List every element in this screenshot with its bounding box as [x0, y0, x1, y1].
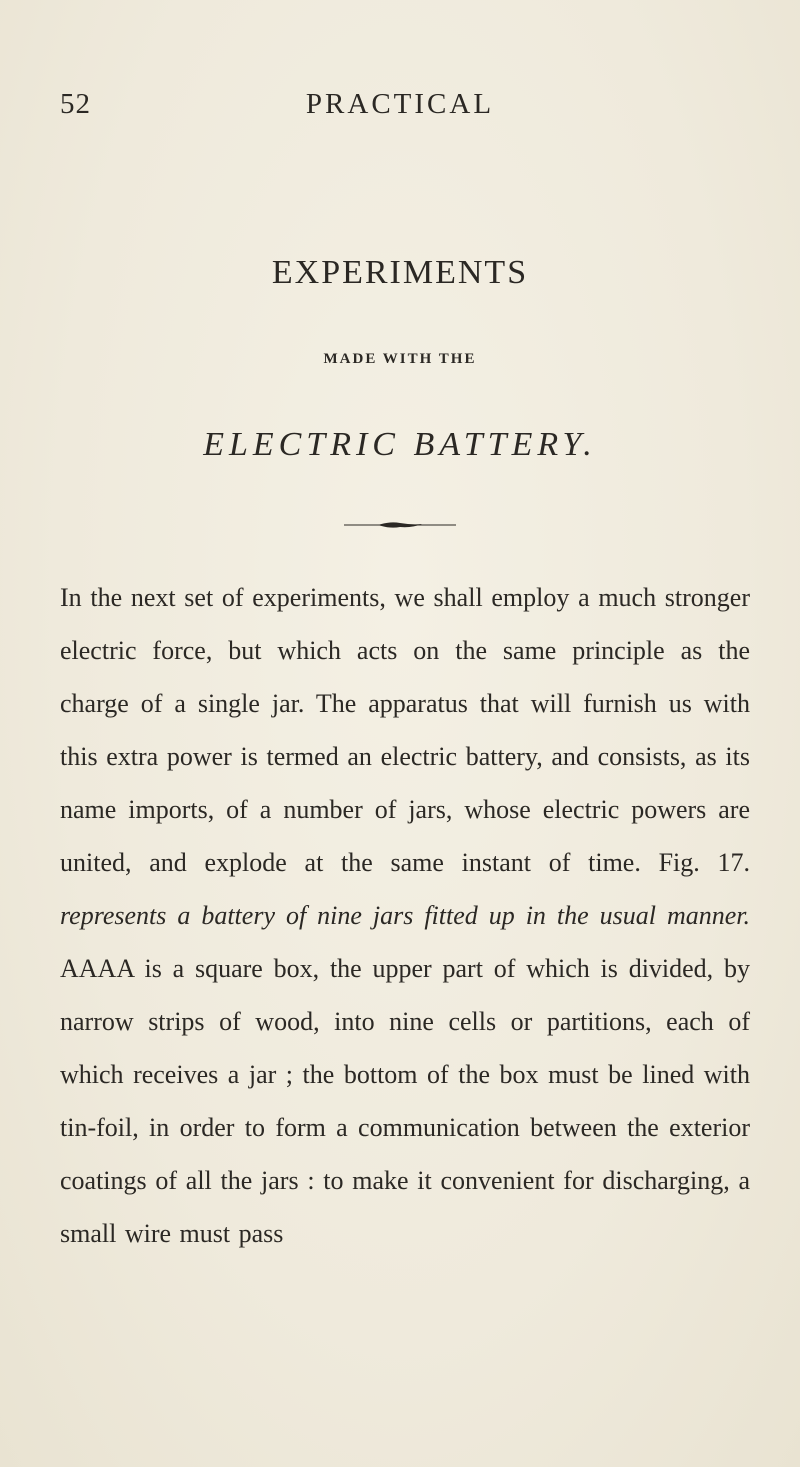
section-title-italic: ELECTRIC BATTERY. — [203, 426, 597, 463]
body-text-italic: represents a battery of nine jars fitted up in the usual manner. — [60, 901, 750, 930]
body-text-segment: AAAA is a square box, the upper part of which is divided, by narrow strips of wood, into nine cells or partitions, each of which receives a jar ; the bottom of the box must be lined with tin-foil, in order to form a communication between the exterior coatings of all the jars : to make it convenient for discharging, a small wire must pass — [60, 954, 750, 1248]
body-paragraph — [60, 571, 750, 1260]
page-header — [0, 88, 800, 128]
ornament-rule — [340, 520, 460, 530]
body-text-segment: In the next set of experiments, we shall employ a much stronger electric force, but which acts on the same principle as the charge of a single jar. The apparatus that will furnish us with this extra power is termed an electric battery, and consists, as its name imports, of a number of jars, whose electric powers are united, and explode at the same instant of time. Fig. 17. — [60, 583, 750, 877]
running-head: PRACTICAL — [305, 88, 495, 120]
section-subtitle: MADE WITH THE — [323, 351, 477, 367]
section-title: EXPERIMENTS — [271, 254, 529, 291]
page-number: 52 — [60, 88, 91, 120]
